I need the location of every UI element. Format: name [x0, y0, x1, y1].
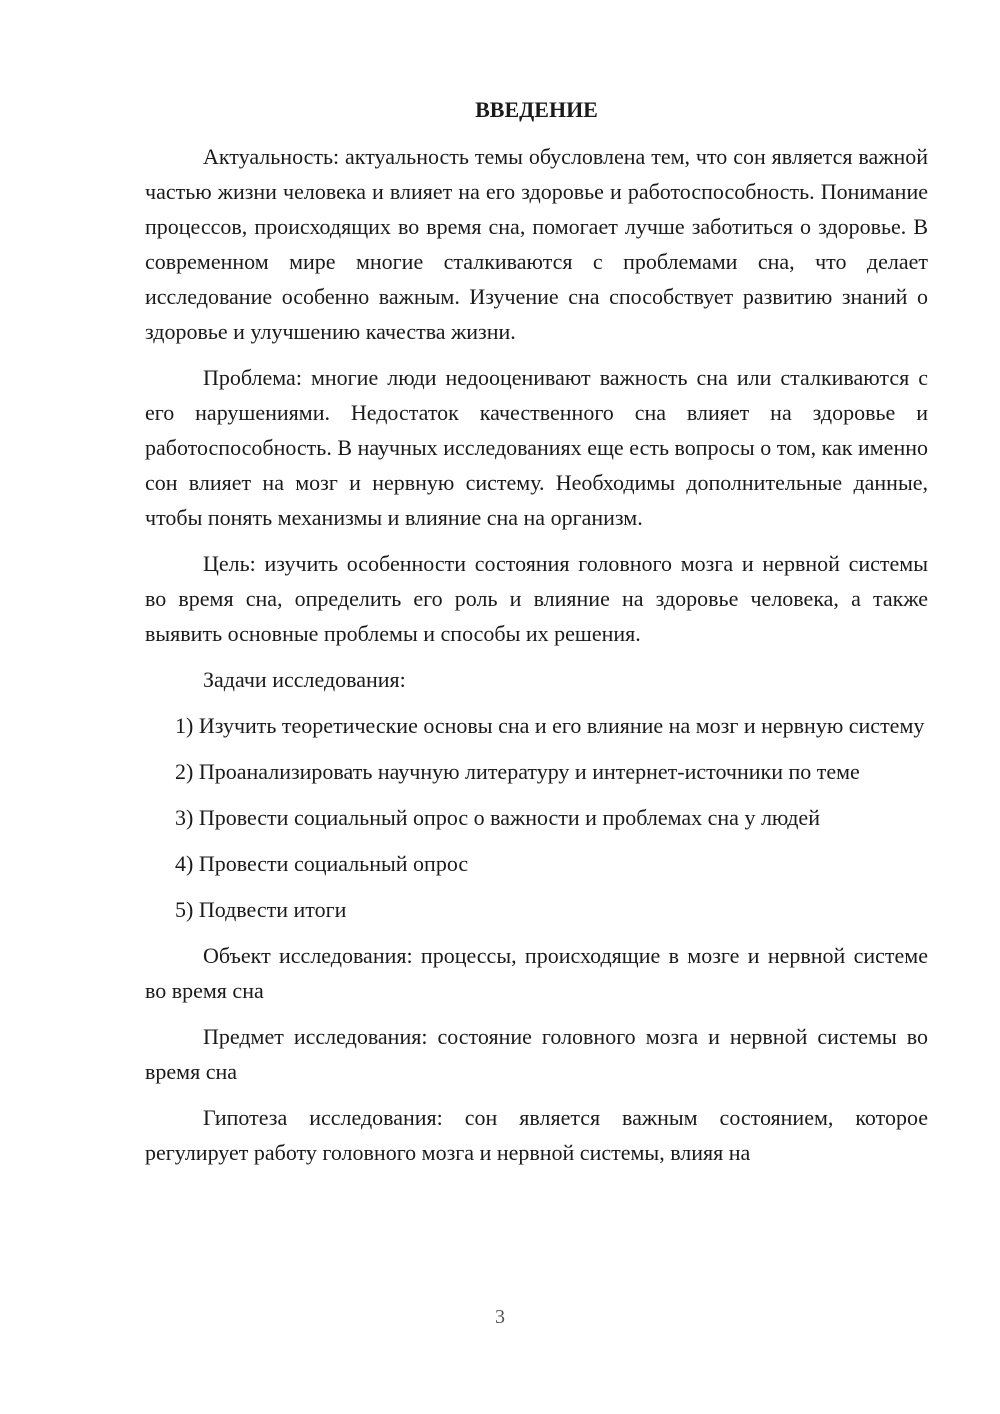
problem-paragraph: Проблема: многие люди недооценивают важность сна или сталкиваются с его нарушениями. Недостаток качественного сна влияет на здоровье и работоспособность. В научных исследованиях еще есть вопросы о том, как именно сон влияет на мозг и нервную систему. Необходимы дополнительные данные, чтобы понять механизмы и влияние сна на организм.: [145, 365, 928, 530]
task-item-1: 1) Изучить теоретические основы сна и его влияние на мозг и нервную систему: [175, 713, 925, 738]
subject-paragraph: Предмет исследования: состояние головного мозга и нервной системы во время сна: [145, 1024, 928, 1084]
section-heading: ВВЕДЕНИЕ: [475, 97, 598, 122]
task-item-3: 3) Провести социальный опрос о важности и проблемах сна у людей: [175, 805, 820, 830]
task-item-4: 4) Провести социальный опрос: [175, 851, 469, 876]
task-item-5: 5) Подвести итоги: [175, 897, 347, 922]
relevance-paragraph: Актуальность: актуальность темы обусловлена тем, что сон является важной частью жизни человека и влияет на его здоровье и работоспособность. Понимание процессов, происходящих во время сна, помогает лучше заботиться о здоровье. В современном мире многие сталкиваются с проблемами сна, что делает исследование особенно важным. Изучение сна способствует развитию знаний о здоровье и улучшению качества жизни.: [145, 144, 928, 344]
tasks-label: Задачи исследования:: [203, 667, 406, 692]
goal-paragraph: Цель: изучить особенности состояния головного мозга и нервной системы во время сна, определить его роль и влияние на здоровье человека, а также выявить основные проблемы и способы их решения.: [145, 551, 928, 646]
hypothesis-paragraph: Гипотеза исследования: сон является важным состоянием, которое регулирует работу головного мозга и нервной системы, влияя на: [145, 1105, 928, 1165]
task-item-2: 2) Проанализировать научную литературу и интернет-источники по теме: [175, 759, 860, 784]
page-number: 3: [495, 1306, 505, 1328]
document-page: [145, 92, 928, 1170]
object-paragraph: Объект исследования: процессы, происходящие в мозге и нервной системе во время сна: [145, 943, 928, 1003]
